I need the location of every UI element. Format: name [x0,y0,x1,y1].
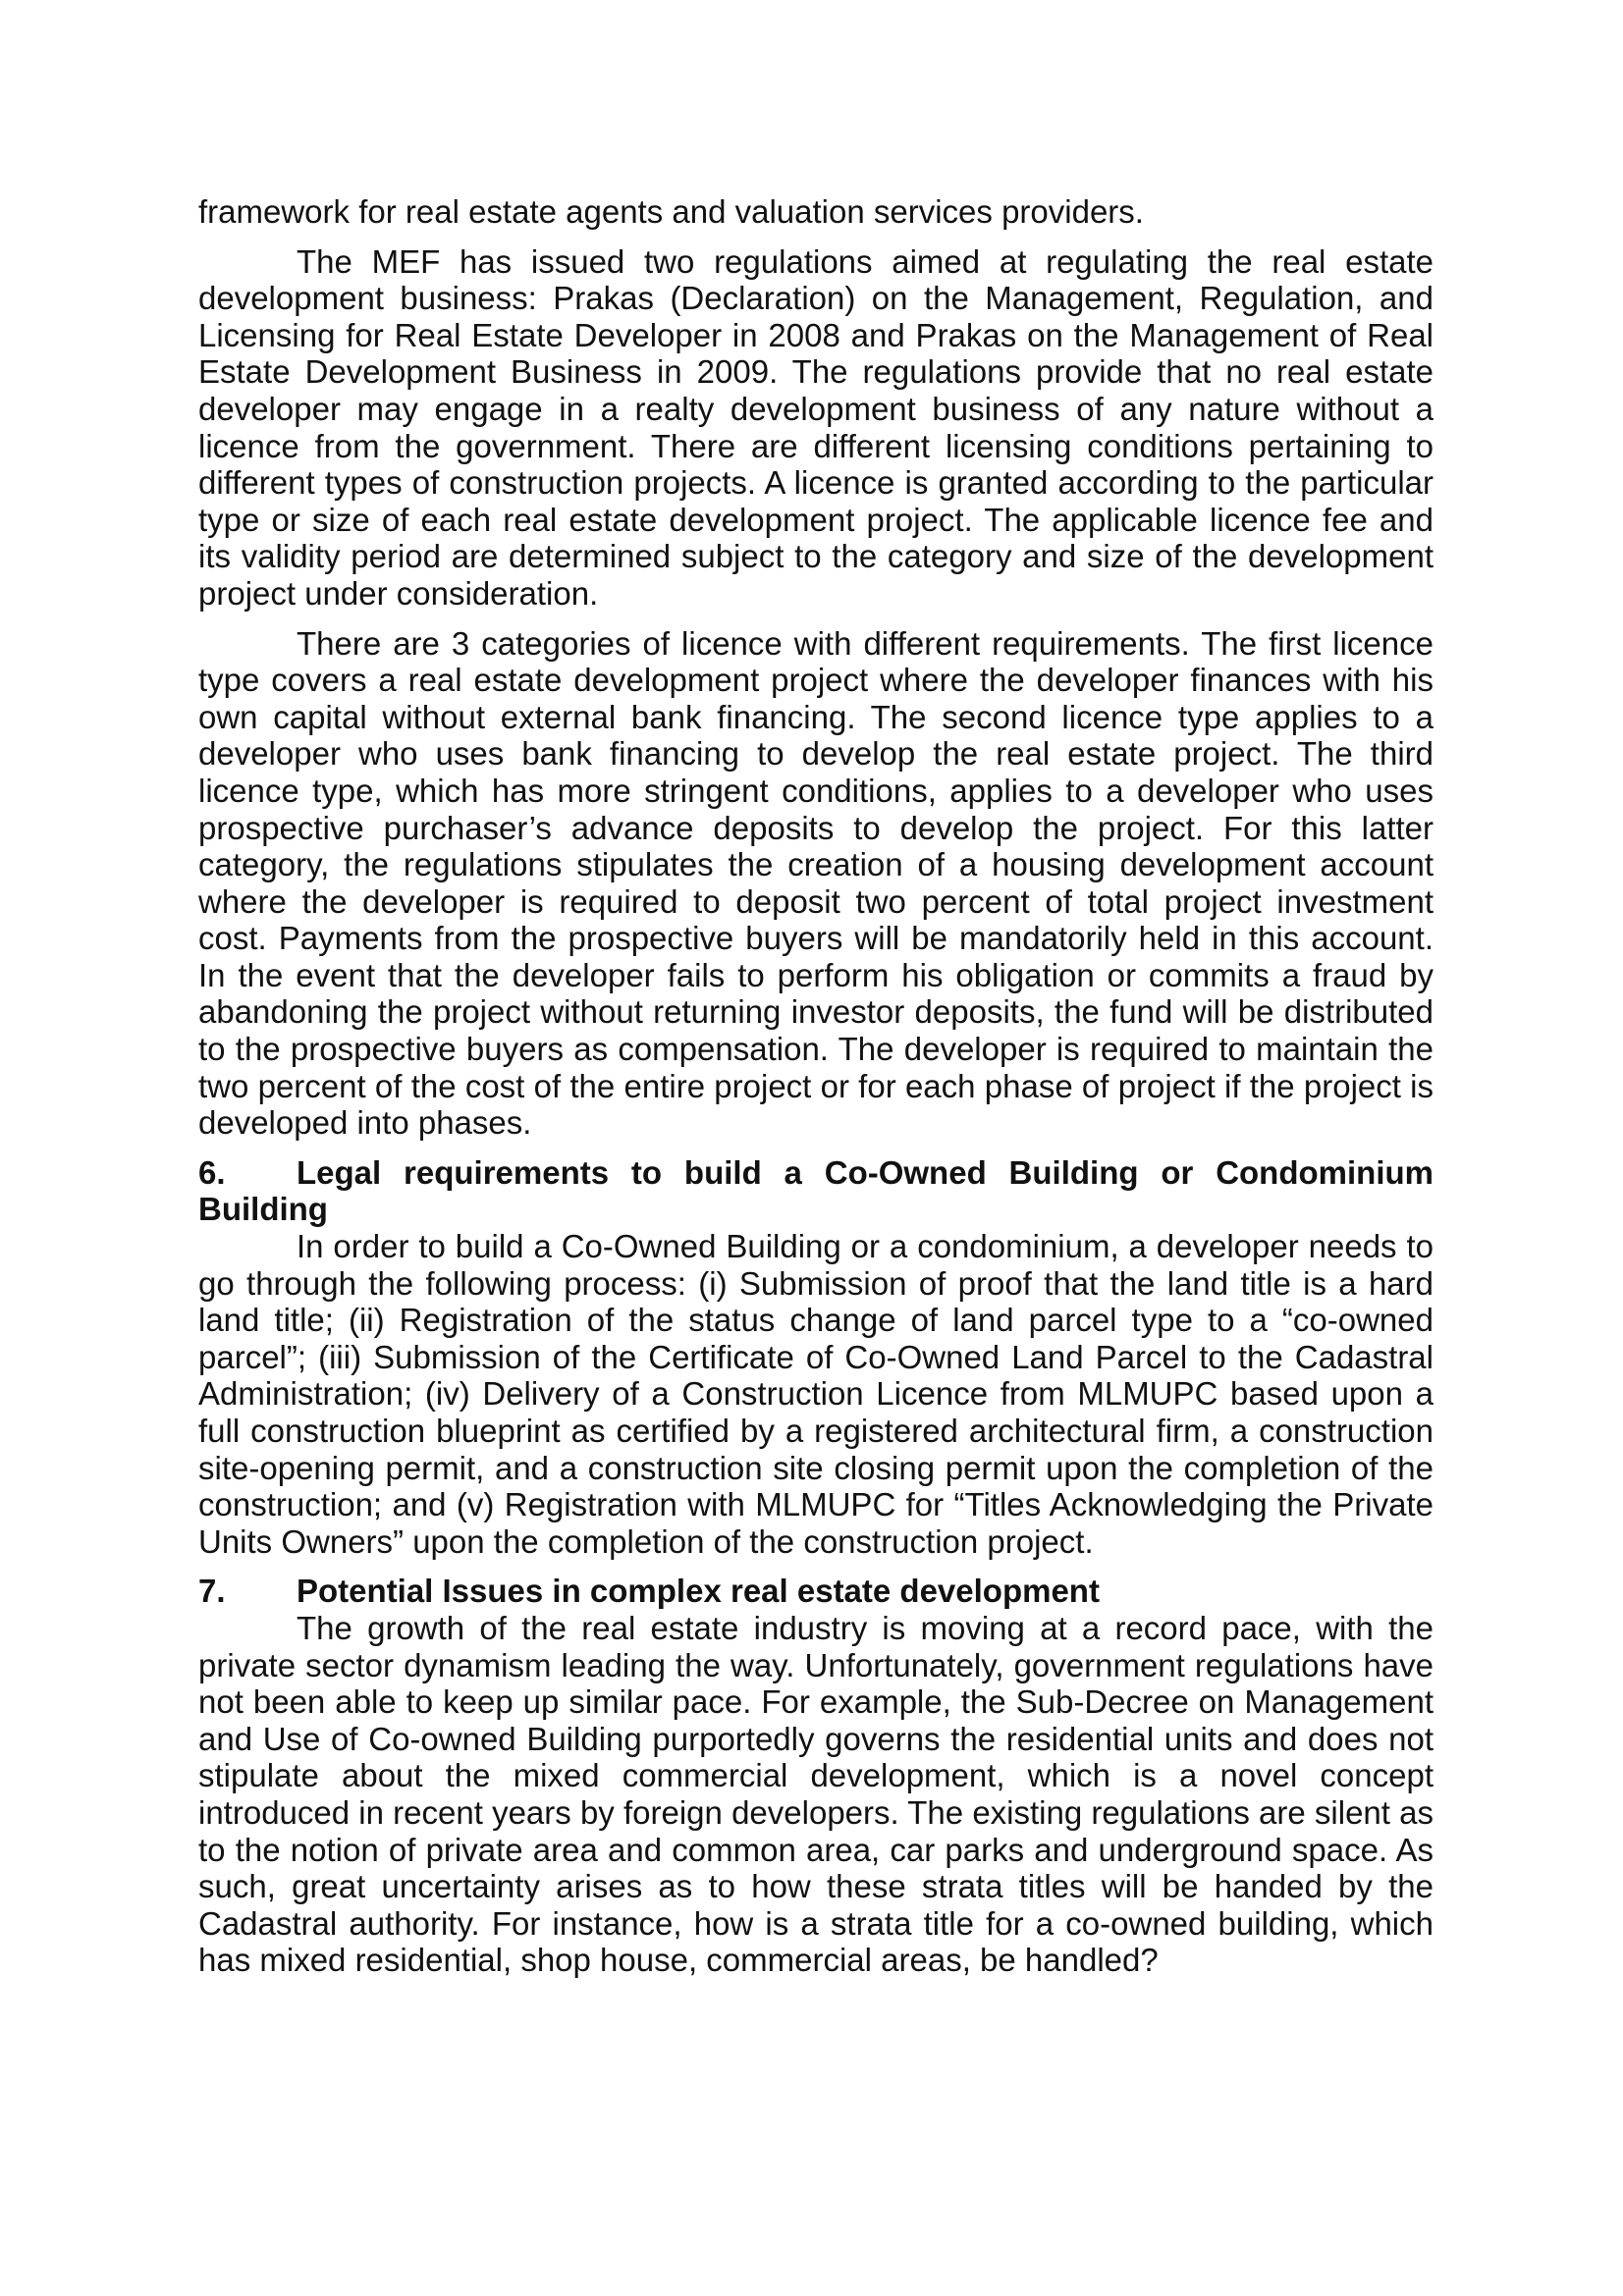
paragraph-co-owned-building: In order to build a Co-Owned Building or a condominium, a developer needs to go through the following process: (i) Submission of proof that the land title is a hard land title; (ii) Registration of the status change of land parcel type to a “co-owned parcel”; (iii) Submission of the Certificate of Co-Owned Land Parcel to the Cadastral Administration; (iv) Delivery of a Construction Licence from MLMUPC based upon a full construction blueprint as certified by a registered architectural firm, a construction site-opening permit, and a construction site closing permit upon the completion of the construction; and (v) Registration with MLMUPC for “Titles Acknowledging the Private Units Owners” upon the completion of the construction project. [198,1228,1434,1560]
paragraph-licence-categories: There are 3 categories of licence with different requirements. The first licence type covers a real estate development project where the developer finances with his own capital without external bank financing. The second licence type applies to a developer who uses bank financing to develop the real estate project. The third licence type, which has more stringent conditions, applies to a developer who uses prospective purchaser’s advance deposits to develop the project. For this latter category, the regulations stipulates the creation of a housing development account where the developer is required to deposit two percent of total project investment cost. Payments from the prospective buyers will be mandatorily held in this account. In the event that the developer fails to perform his obligation or commits a fraud by abandoning the project without returning investor deposits, the fund will be distributed to the prospective buyers as compensation. The developer is required to maintain the two percent of the cost of the entire project or for each phase of project if the project is developed into phases. [198,624,1434,1142]
section-heading-7 [198,1573,1434,1610]
section-number-6: 6. [198,1153,226,1191]
section-title-7: Potential Issues in complex real estate development [297,1573,1100,1610]
paragraph-potential-issues: The growth of the real estate industry is moving at a record pace, with the private sector dynamism leading the way. Unfortunately, government regulations have not been able to keep up similar pace. For example, the Sub-Decree on Management and Use of Co-owned Building purportedly governs the residential units and does not stipulate about the mixed commercial development, which is a novel concept introduced in recent years by foreign developers. The existing regulations are silent as to the notion of private area and common area, car parks and underground space. As such, great uncertainty arises as to how these strata titles will be handed by the Cadastral authority. For instance, how is a strata title for a co-owned building, which has mixed residential, shop house, commercial areas, be handled? [198,1609,1434,1979]
section-number-7: 7. [198,1573,226,1610]
paragraph-continuation: framework for real estate agents and valuation services providers. [198,193,1144,230]
document-body [198,193,1434,1979]
section-heading-6 [198,1154,1434,1228]
paragraph-mef-regulations: The MEF has issued two regulations aimed at regulating the real estate development business: Prakas (Declaration) on the Management, Regulation, and Licensing for Real Estate Developer in 2008 and Prakas on the Management of Real Estate Development Business in 2009. The regulations provide that no real estate developer may engage in a realty development business of any nature without a licence from the government. There are different licensing conditions pertaining to different types of construction projects. A licence is granted according to the particular type or size of each real estate development project. The applicable licence fee and its validity period are determined subject to the category and size of the development project under consideration. [198,242,1434,612]
section-title-6: Legal requirements to build a Co-Owned Building or Condominium Building [198,1153,1434,1228]
